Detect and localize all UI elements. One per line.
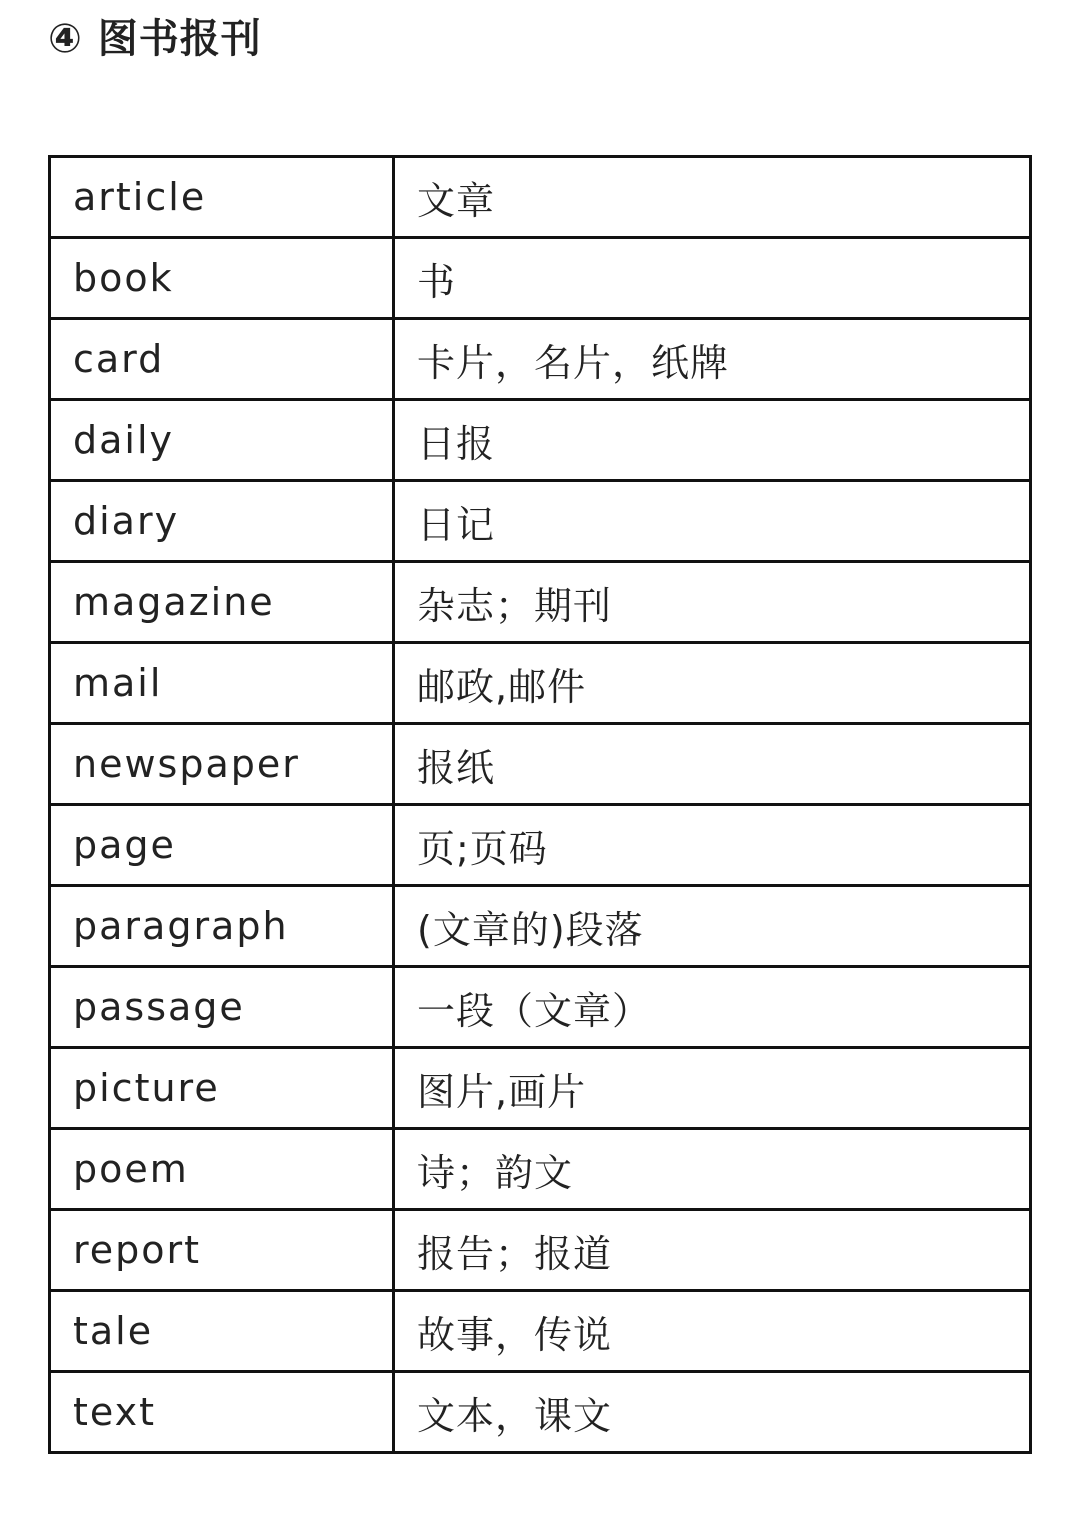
table-row [50, 238, 1031, 319]
english-word: paragraph [50, 886, 394, 967]
chinese-meaning: 日记 [394, 481, 1031, 562]
table-row [50, 886, 1031, 967]
english-word: card [50, 319, 394, 400]
english-word: mail [50, 643, 394, 724]
chinese-meaning: 文章 [394, 157, 1031, 238]
table-row [50, 1291, 1031, 1372]
chinese-meaning: 报纸 [394, 724, 1031, 805]
table-row [50, 1372, 1031, 1453]
english-word: magazine [50, 562, 394, 643]
english-word: passage [50, 967, 394, 1048]
english-word: page [50, 805, 394, 886]
table-row [50, 562, 1031, 643]
chinese-meaning: 邮政,邮件 [394, 643, 1031, 724]
table-row [50, 400, 1031, 481]
english-word: report [50, 1210, 394, 1291]
english-word: tale [50, 1291, 394, 1372]
chinese-meaning: 页;页码 [394, 805, 1031, 886]
table-row [50, 805, 1031, 886]
chinese-meaning: 故事，传说 [394, 1291, 1031, 1372]
chinese-meaning: 日报 [394, 400, 1031, 481]
english-word: daily [50, 400, 394, 481]
vocabulary-table [48, 155, 1032, 1454]
chinese-meaning: 图片,画片 [394, 1048, 1031, 1129]
table-row [50, 319, 1031, 400]
table-row [50, 1048, 1031, 1129]
table-row [50, 724, 1031, 805]
chinese-meaning: 文本，课文 [394, 1372, 1031, 1453]
english-word: newspaper [50, 724, 394, 805]
vocabulary-table-body [50, 157, 1031, 1453]
chinese-meaning: 诗；韵文 [394, 1129, 1031, 1210]
table-row [50, 967, 1031, 1048]
chinese-meaning: 一段（文章） [394, 967, 1031, 1048]
english-word: text [50, 1372, 394, 1453]
english-word: poem [50, 1129, 394, 1210]
english-word: article [50, 157, 394, 238]
table-row [50, 157, 1031, 238]
chinese-meaning: 杂志；期刊 [394, 562, 1031, 643]
table-row [50, 1210, 1031, 1291]
english-word: picture [50, 1048, 394, 1129]
table-row [50, 643, 1031, 724]
table-row [50, 1129, 1031, 1210]
english-word: book [50, 238, 394, 319]
english-word: diary [50, 481, 394, 562]
chinese-meaning: 书 [394, 238, 1031, 319]
section-title: ④ 图书报刊 [48, 16, 262, 62]
chinese-meaning: 报告；报道 [394, 1210, 1031, 1291]
chinese-meaning: (文章的)段落 [394, 886, 1031, 967]
table-row [50, 481, 1031, 562]
chinese-meaning: 卡片，名片，纸牌 [394, 319, 1031, 400]
